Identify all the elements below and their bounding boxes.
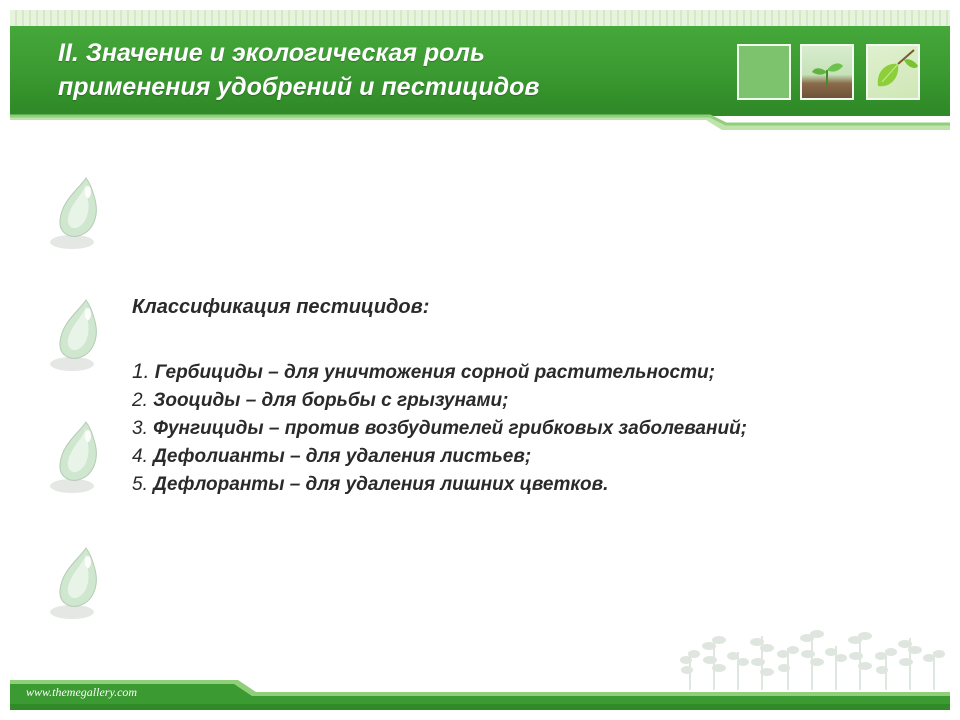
list-item [132, 387, 747, 415]
item-number: 1. [132, 360, 150, 383]
list-item [132, 358, 747, 387]
list-item [132, 471, 747, 499]
item-text: Дефолианты – для удаления листьев; [153, 446, 532, 467]
title-line-2: применения удобрений и пестицидов [58, 73, 540, 101]
item-text: Фунгициды – против возбудителей грибковых заболеваний; [153, 418, 748, 439]
top-stripes [10, 10, 950, 26]
slide-title [58, 36, 708, 104]
green-thumbnail [737, 44, 791, 100]
list-item [132, 415, 747, 443]
water-droplet-icon [42, 170, 112, 260]
item-text: Дефлоранты – для удаления лишних цветков. [153, 474, 609, 495]
water-droplet-icon [42, 292, 112, 382]
list-item [132, 443, 747, 471]
pesticide-list [132, 358, 747, 499]
item-text: Зооциды – для борьбы с грызунами; [153, 390, 509, 411]
item-number: 4. [132, 446, 148, 467]
footer-url: www.themegallery.com [26, 685, 138, 699]
sprout-icon [802, 46, 852, 98]
title-line-1: II. Значение и экологическая роль [58, 39, 485, 67]
item-number: 3. [132, 418, 148, 439]
water-droplet-icon [42, 540, 112, 630]
water-droplet-icon [42, 414, 112, 504]
header-underline-decor [10, 110, 950, 130]
leaf-photo [866, 44, 920, 100]
sprout-photo [800, 44, 854, 100]
footer-band [10, 680, 950, 710]
item-number: 2. [132, 390, 148, 411]
list-heading: Классификация пестицидов: [132, 296, 430, 318]
leaf-icon [868, 46, 918, 98]
item-number: 5. [132, 474, 148, 495]
item-text: Гербициды – для уничтожения сорной растительности; [154, 362, 715, 383]
